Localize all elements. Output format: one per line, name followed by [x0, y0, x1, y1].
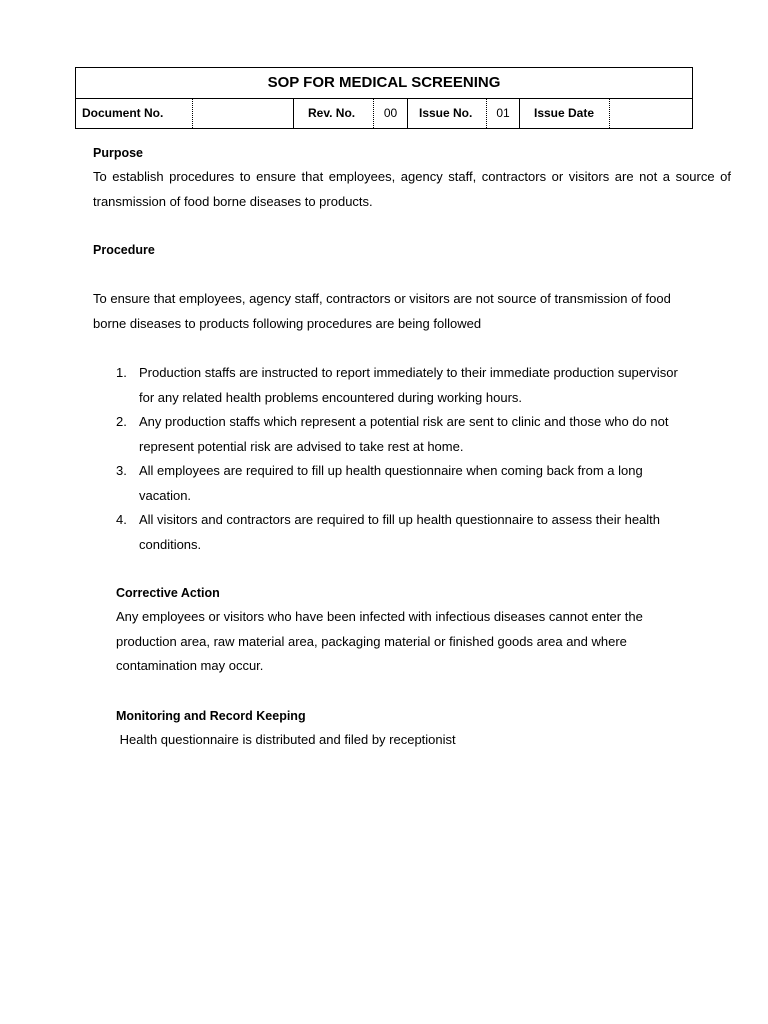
purpose-text: To establish procedures to ensure that employees, agency staff, contractors or visitors are not a source of transmission of food borne diseases to products. — [93, 169, 731, 209]
issue-date-label: Issue Date — [519, 99, 609, 128]
header-info-row — [76, 99, 692, 128]
sop-header-table — [75, 67, 693, 129]
procedure-list — [93, 361, 683, 557]
list-item-text: Production staffs are instructed to report immediately to their immediate production supervisor for any related health problems encountered during working hours. — [139, 365, 678, 405]
corrective-action-text: Any employees or visitors who have been infected with infectious diseases cannot enter the production area, raw material area, packaging material or finished goods area and where contamination may occur. — [116, 609, 643, 673]
monitoring-heading: Monitoring and Record Keeping — [116, 709, 306, 723]
list-item-number: 1. — [116, 365, 127, 380]
list-item — [93, 508, 683, 557]
document-title: SOP FOR MEDICAL SCREENING — [76, 68, 692, 99]
purpose-heading: Purpose — [93, 146, 144, 160]
list-item — [93, 410, 683, 459]
document-no-value — [192, 99, 293, 128]
monitoring-text: Health questionnaire is distributed and filed by receptionist — [116, 732, 456, 747]
list-item-number: 3. — [116, 463, 127, 478]
list-item — [93, 361, 683, 410]
list-item-text: Any production staffs which represent a potential risk are sent to clinic and those who do not represent potential risk are advised to take rest at home. — [139, 414, 669, 454]
corrective-action-heading: Corrective Action — [116, 586, 220, 600]
procedure-intro: To ensure that employees, agency staff, contractors or visitors are not source of transmission of food borne diseases to products following procedures are being followed — [93, 291, 671, 331]
rev-no-value: 00 — [373, 99, 407, 128]
list-item-text: All visitors and contractors are required to fill up health questionnaire to assess their health conditions. — [139, 512, 661, 552]
procedure-heading: Procedure — [93, 243, 155, 257]
list-item-number: 4. — [116, 512, 127, 527]
list-item-number: 2. — [116, 414, 127, 429]
rev-no-label: Rev. No. — [293, 99, 373, 128]
issue-no-value: 01 — [486, 99, 519, 128]
issue-no-label: Issue No. — [407, 99, 486, 128]
list-item-text: All employees are required to fill up health questionnaire when coming back from a long vacation. — [139, 463, 643, 503]
issue-date-value — [609, 99, 692, 128]
list-item — [93, 459, 683, 508]
document-no-label: Document No. — [82, 106, 164, 120]
